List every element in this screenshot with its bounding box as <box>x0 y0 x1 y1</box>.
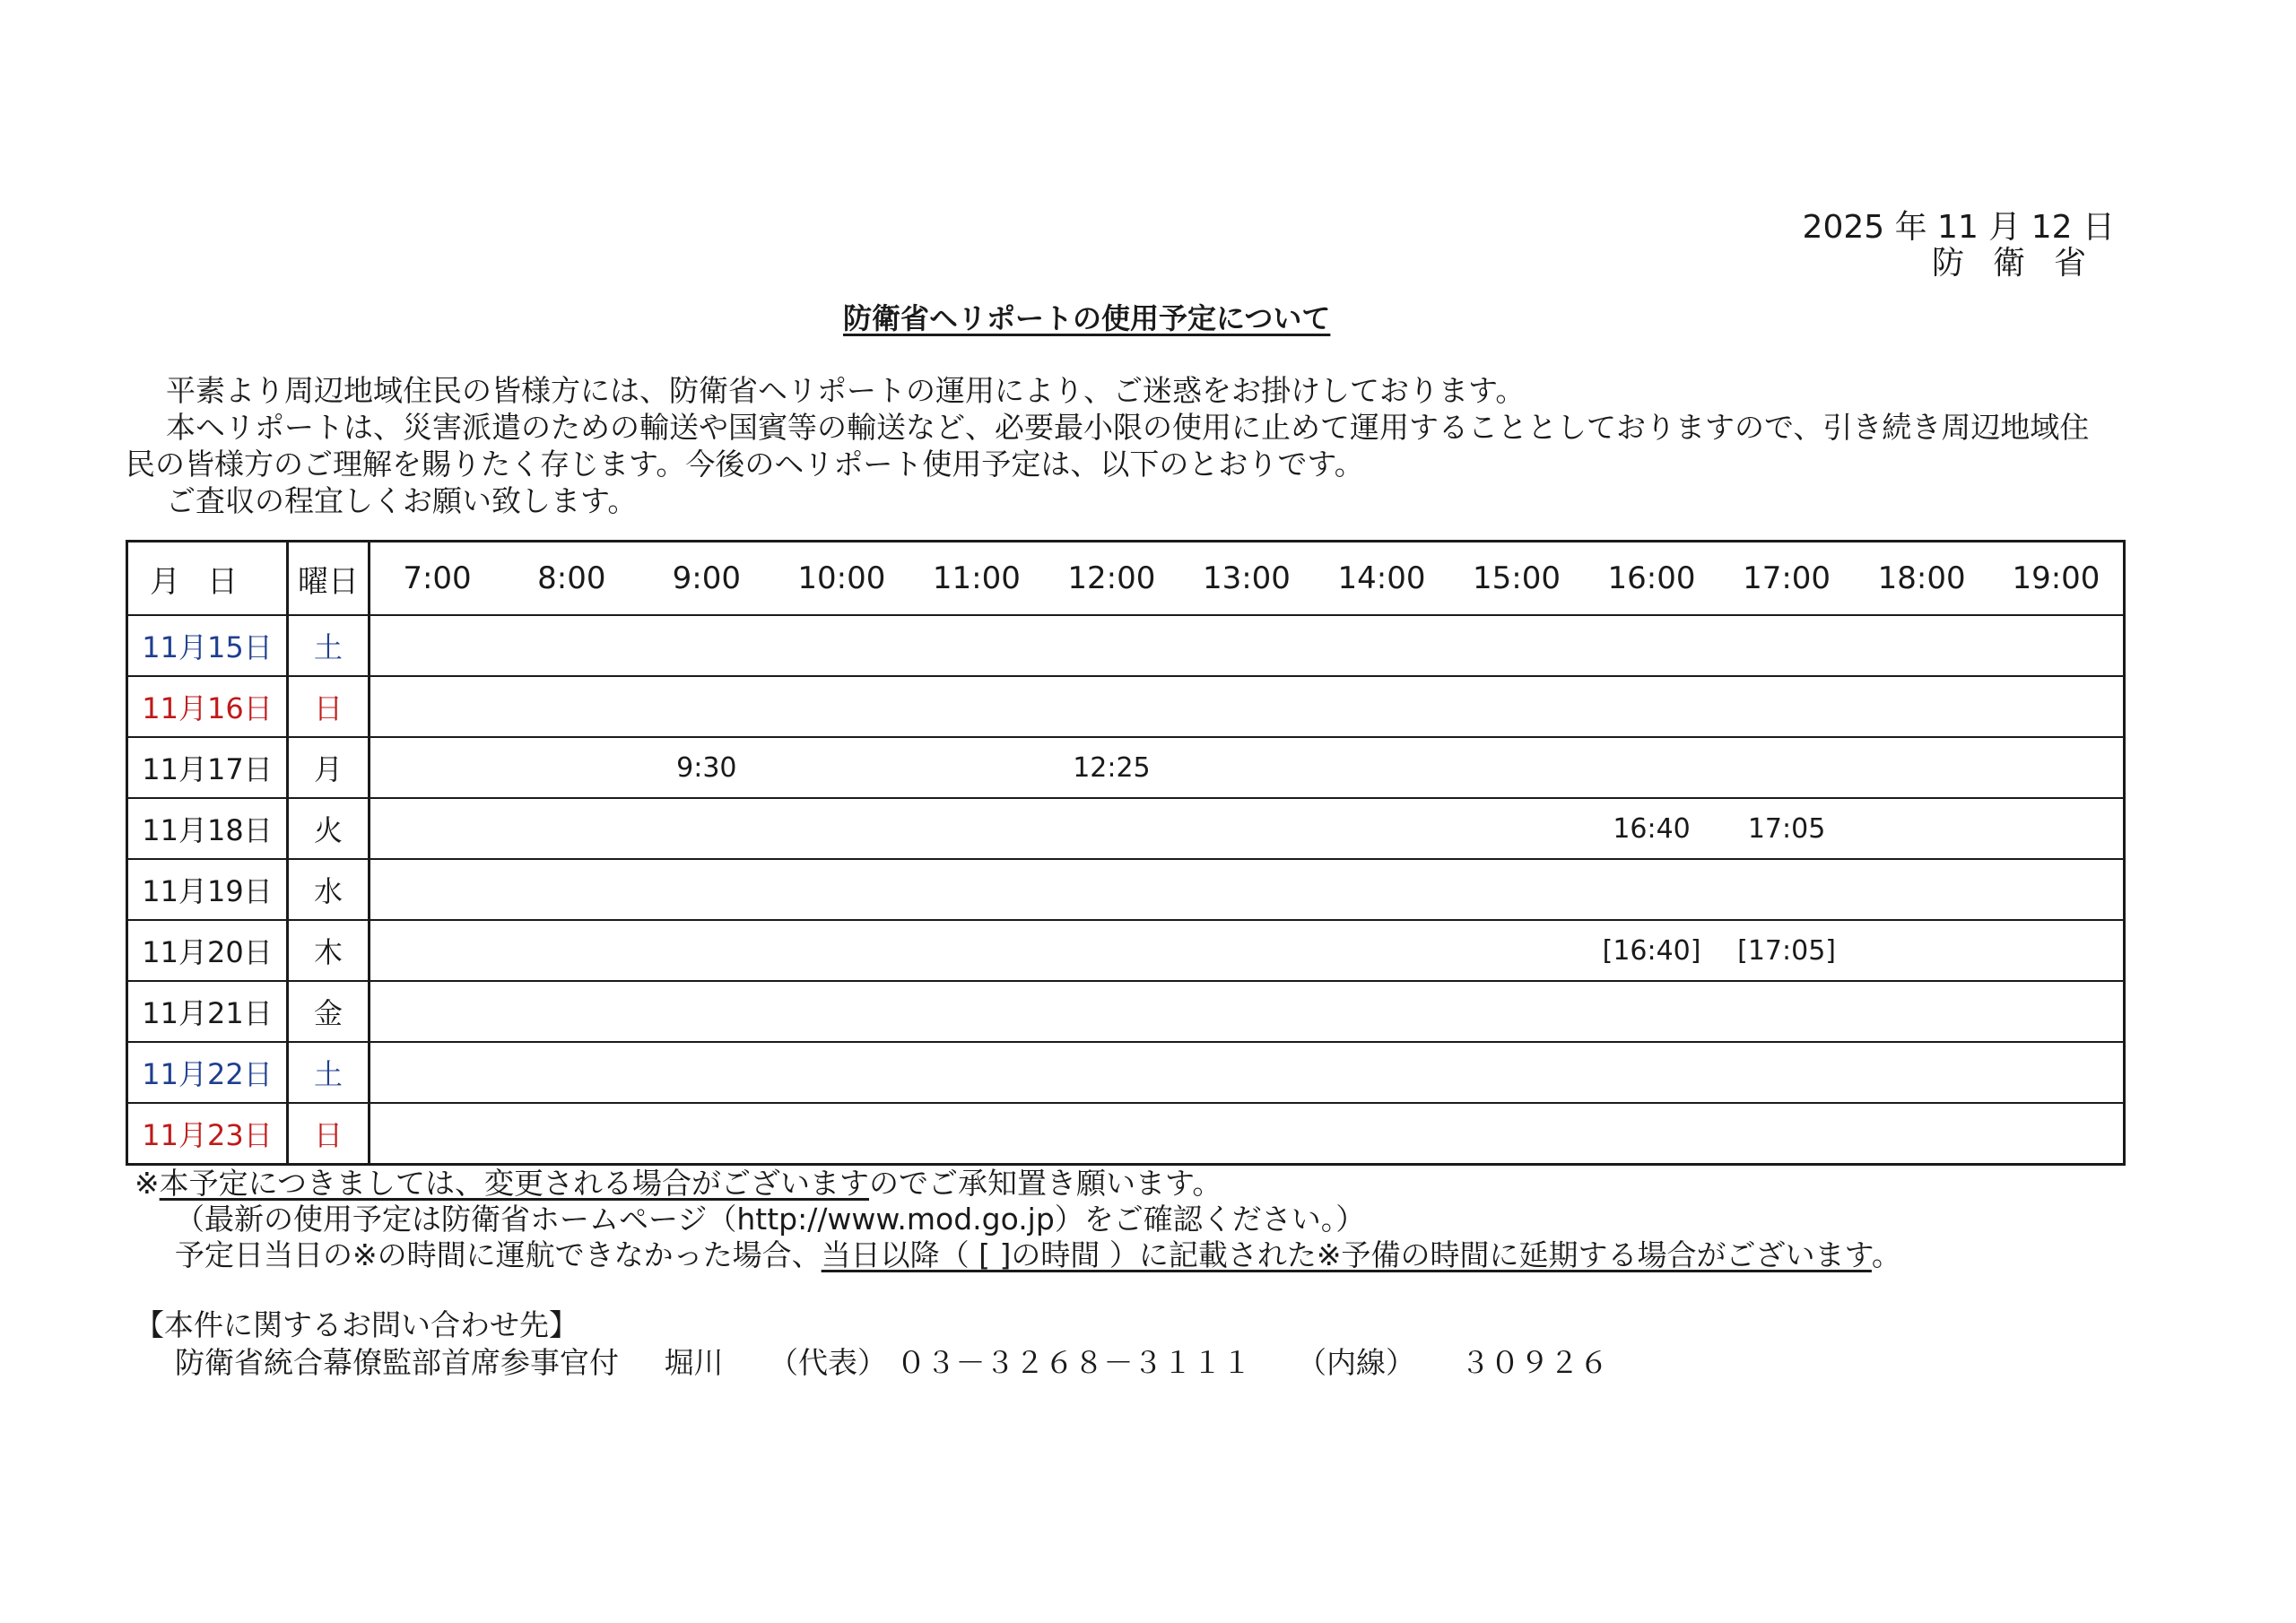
time-cell <box>639 798 775 859</box>
time-cell <box>1314 676 1449 737</box>
note-1-prefix: ※ <box>135 1166 160 1201</box>
time-header: 10:00 <box>774 542 909 616</box>
schedule-row <box>127 615 2125 676</box>
schedule-row <box>127 1042 2125 1103</box>
time-cell <box>909 920 1045 981</box>
time-cell <box>639 676 775 737</box>
time-cell <box>1314 920 1449 981</box>
schedule-row <box>127 859 2125 920</box>
contact-main-number: ０３－３２６８－３１１１ <box>896 1345 1252 1380</box>
time-cell <box>1314 737 1449 798</box>
time-cell <box>639 615 775 676</box>
row-date: 11月16日 <box>127 676 288 737</box>
time-cell <box>1449 798 1585 859</box>
time-cell <box>1854 798 1989 859</box>
time-cell <box>1179 1103 1315 1165</box>
time-cell <box>639 920 775 981</box>
time-cell <box>1314 798 1449 859</box>
time-cell <box>1044 676 1179 737</box>
time-cell <box>774 1103 909 1165</box>
contact-main-label: （代表） <box>769 1345 887 1380</box>
time-cell <box>1854 859 1989 920</box>
time-cell <box>370 798 505 859</box>
time-cell <box>909 737 1045 798</box>
time-cell <box>774 737 909 798</box>
time-cell <box>504 676 639 737</box>
time-cell <box>1179 920 1315 981</box>
time-cell <box>1854 676 1989 737</box>
time-header: 8:00 <box>504 542 639 616</box>
time-cell <box>1854 615 1989 676</box>
time-cell <box>909 1103 1045 1165</box>
row-date: 11月23日 <box>127 1103 288 1165</box>
time-cell <box>1449 676 1585 737</box>
time-cell <box>370 676 505 737</box>
note-3 <box>135 1237 2152 1273</box>
time-cell <box>504 1103 639 1165</box>
time-cell <box>1179 798 1315 859</box>
contact-heading: 【本件に関するお問い合わせ先】 <box>135 1307 578 1342</box>
time-cell <box>909 615 1045 676</box>
time-cell <box>1584 1042 1719 1103</box>
header-dow: 曜日 <box>288 542 370 616</box>
time-cell <box>1989 676 2125 737</box>
time-cell <box>1314 981 1449 1042</box>
contact-ext-number: ３０９２６ <box>1460 1345 1609 1380</box>
time-cell <box>504 981 639 1042</box>
time-header: 11:00 <box>909 542 1045 616</box>
time-cell <box>1044 1042 1179 1103</box>
time-cell <box>1584 981 1719 1042</box>
time-cell <box>1854 1103 1989 1165</box>
time-cell <box>370 1042 505 1103</box>
row-dow: 日 <box>288 676 370 737</box>
time-cell <box>1449 920 1585 981</box>
row-dow: 金 <box>288 981 370 1042</box>
time-cell <box>909 798 1045 859</box>
time-cell <box>1719 1042 1855 1103</box>
time-cell <box>1989 737 2125 798</box>
flight-time: 9:30 <box>639 737 775 798</box>
time-header: 7:00 <box>370 542 505 616</box>
schedule-row <box>127 920 2125 981</box>
time-header: 12:00 <box>1044 542 1179 616</box>
flight-time: 17:05 <box>1719 798 1855 859</box>
time-cell <box>1449 981 1585 1042</box>
row-dow: 日 <box>288 1103 370 1165</box>
time-header: 13:00 <box>1179 542 1315 616</box>
time-cell <box>1989 615 2125 676</box>
schedule-row <box>127 737 2125 798</box>
time-cell <box>1044 981 1179 1042</box>
time-cell <box>370 920 505 981</box>
time-cell <box>370 859 505 920</box>
contact-office: 防衛省統合幕僚監部首席参事官付 <box>175 1345 619 1380</box>
row-dow: 月 <box>288 737 370 798</box>
time-cell <box>1854 737 1989 798</box>
time-cell <box>1719 981 1855 1042</box>
time-cell <box>774 859 909 920</box>
note-2: （最新の使用予定は防衛省ホームページ（http://www.mod.go.jp）をご確認ください。） <box>175 1202 1366 1237</box>
time-cell <box>1449 1042 1585 1103</box>
time-cell <box>774 920 909 981</box>
time-cell <box>1584 737 1719 798</box>
heliport-schedule-table <box>126 540 2126 1166</box>
time-cell <box>370 1103 505 1165</box>
time-cell <box>1989 981 2125 1042</box>
time-cell <box>774 981 909 1042</box>
time-cell <box>1719 859 1855 920</box>
time-cell <box>639 859 775 920</box>
time-header: 16:00 <box>1584 542 1719 616</box>
time-cell <box>639 981 775 1042</box>
time-cell <box>1044 1103 1179 1165</box>
time-cell <box>1719 676 1855 737</box>
schedule-row <box>127 676 2125 737</box>
intro-line-1: 平素より周辺地域住民の皆様方には、防衛省ヘリポートの運用により、ご迷惑をお掛けしております。 <box>166 373 1526 408</box>
row-date: 11月21日 <box>127 981 288 1042</box>
time-cell <box>504 615 639 676</box>
time-cell <box>1989 1103 2125 1165</box>
time-cell <box>1584 1103 1719 1165</box>
time-cell <box>1044 798 1179 859</box>
time-cell <box>504 798 639 859</box>
time-cell <box>1719 1103 1855 1165</box>
row-date: 11月18日 <box>127 798 288 859</box>
row-date: 11月15日 <box>127 615 288 676</box>
flight-time: [17:05] <box>1719 920 1855 981</box>
time-cell <box>774 798 909 859</box>
row-date: 11月19日 <box>127 859 288 920</box>
time-cell <box>1989 920 2125 981</box>
row-dow: 木 <box>288 920 370 981</box>
time-cell <box>504 859 639 920</box>
time-cell <box>1179 615 1315 676</box>
note-1 <box>135 1166 2152 1202</box>
time-cell <box>504 737 639 798</box>
note-1-underlined: 本予定につきましては、変更される場合がございます <box>159 1166 869 1201</box>
time-cell <box>1179 1042 1315 1103</box>
time-header: 19:00 <box>1989 542 2125 616</box>
row-dow: 水 <box>288 859 370 920</box>
time-cell <box>1314 1103 1449 1165</box>
schedule-row <box>127 981 2125 1042</box>
time-cell <box>1719 615 1855 676</box>
time-cell <box>1449 737 1585 798</box>
time-cell <box>1719 737 1855 798</box>
row-dow: 土 <box>288 615 370 676</box>
time-cell <box>1584 859 1719 920</box>
time-cell <box>1449 1103 1585 1165</box>
time-cell <box>1989 798 2125 859</box>
schedule-header-row <box>127 542 2125 616</box>
row-date: 11月22日 <box>127 1042 288 1103</box>
time-cell <box>1854 981 1989 1042</box>
row-date: 11月20日 <box>127 920 288 981</box>
row-dow: 火 <box>288 798 370 859</box>
time-cell <box>1449 859 1585 920</box>
time-header: 15:00 <box>1449 542 1585 616</box>
time-cell <box>1314 1042 1449 1103</box>
time-cell <box>1179 676 1315 737</box>
time-cell <box>1179 737 1315 798</box>
time-header: 9:00 <box>639 542 775 616</box>
note-3-prefix: 予定日当日の※の時間に運航できなかった場合、 <box>175 1237 822 1272</box>
time-cell <box>1314 615 1449 676</box>
time-cell <box>639 1042 775 1103</box>
notes-section <box>135 1166 2152 1273</box>
time-cell <box>1179 859 1315 920</box>
time-cell <box>1854 920 1989 981</box>
contact-section <box>135 1306 1609 1382</box>
header-date: 月日 <box>127 542 288 616</box>
schedule-body <box>127 615 2125 1165</box>
schedule-row <box>127 1103 2125 1165</box>
time-cell <box>1314 859 1449 920</box>
document-date: 2025 年 11 月 12 日 <box>1802 209 2115 246</box>
intro-line-3: ご査収の程宜しくお願い致します。 <box>166 483 638 518</box>
time-cell <box>1584 676 1719 737</box>
time-cell <box>1989 1042 2125 1103</box>
time-cell <box>1044 615 1179 676</box>
flight-time: [16:40] <box>1584 920 1719 981</box>
time-cell <box>774 615 909 676</box>
time-cell <box>1044 859 1179 920</box>
schedule-row <box>127 798 2125 859</box>
time-cell <box>774 1042 909 1103</box>
time-cell <box>909 1042 1045 1103</box>
time-cell <box>370 981 505 1042</box>
contact-person: 堀川 <box>664 1345 724 1380</box>
time-cell <box>1044 920 1179 981</box>
contact-ext-label: （内線） <box>1297 1345 1415 1380</box>
time-cell <box>1179 981 1315 1042</box>
time-cell <box>370 615 505 676</box>
row-dow: 土 <box>288 1042 370 1103</box>
time-cell <box>909 859 1045 920</box>
time-cell <box>504 920 639 981</box>
note-3-underlined: 当日以降（ [ ]の時間 ）に記載された※予備の時間に延期する場合がございます <box>821 1237 1872 1272</box>
flight-time: 16:40 <box>1584 798 1719 859</box>
time-cell <box>1584 615 1719 676</box>
time-cell <box>639 1103 775 1165</box>
row-date: 11月17日 <box>127 737 288 798</box>
issuing-organization: 防衛省 <box>1931 245 2115 282</box>
flight-time: 12:25 <box>1044 737 1179 798</box>
time-cell <box>774 676 909 737</box>
time-cell <box>1449 615 1585 676</box>
intro-line-2: 本ヘリポートは、災害派遣のための輸送や国賓等の輸送など、必要最小限の使用に止めて運用することとしておりますので、引き続き周辺地域住民の皆様方のご理解を賜りたく存じます。今後のヘリポート使用予定は、以下のとおりです。 <box>126 410 2090 482</box>
time-cell <box>504 1042 639 1103</box>
document-title: 防衛省ヘリポートの使用予定について <box>843 301 1331 335</box>
time-cell <box>909 676 1045 737</box>
note-3-suffix: 。 <box>1871 1237 1901 1272</box>
contact-details <box>135 1344 1609 1382</box>
intro-paragraph <box>126 372 2108 519</box>
time-header: 14:00 <box>1314 542 1449 616</box>
note-1-suffix: のでご承知置き願います。 <box>869 1166 1222 1201</box>
time-header: 17:00 <box>1719 542 1855 616</box>
time-cell <box>909 981 1045 1042</box>
time-cell <box>370 737 505 798</box>
time-cell <box>1854 1042 1989 1103</box>
time-cell <box>1989 859 2125 920</box>
time-header: 18:00 <box>1854 542 1989 616</box>
